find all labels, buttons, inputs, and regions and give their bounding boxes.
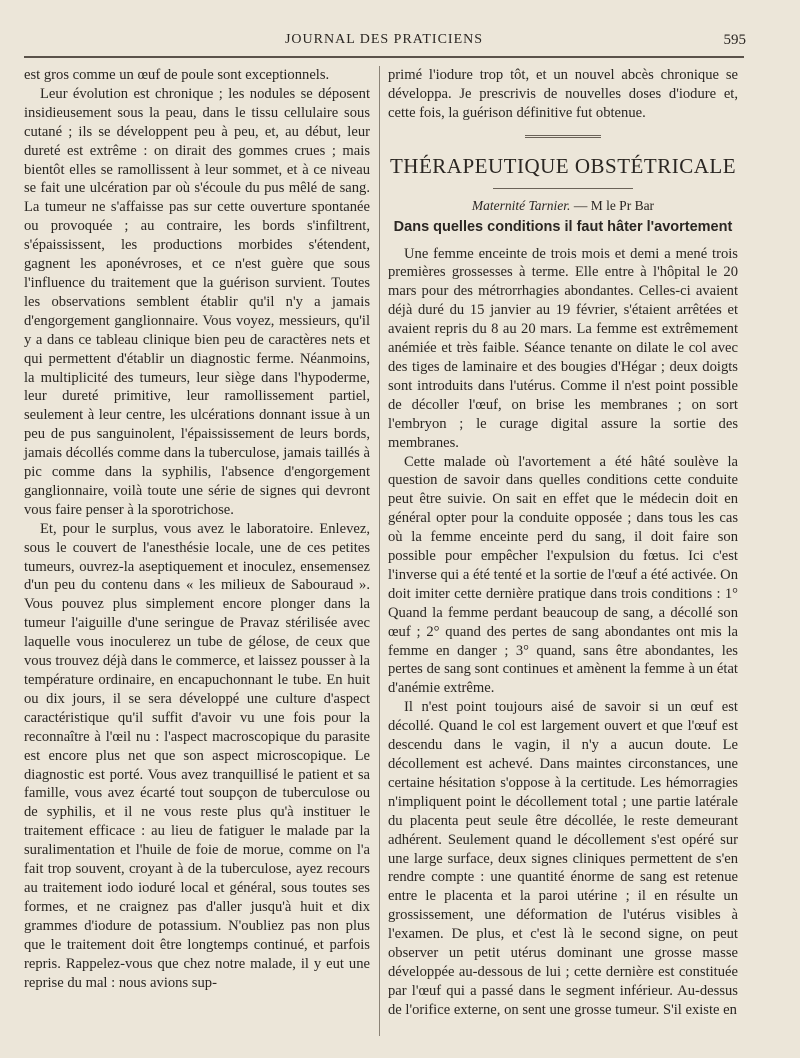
byline-institution: Maternité Tarnier. bbox=[471, 197, 571, 213]
page-number: 595 bbox=[723, 32, 746, 48]
section-title: THÉRAPEUTIQUE OBSTÉTRICALE bbox=[389, 153, 737, 178]
right-column bbox=[388, 66, 738, 1020]
running-head bbox=[22, 30, 746, 50]
paragraph: Une femme enceinte de trois mois et demi a mené trois premières grossesses à terme. Elle entre à l'hôpital le 20 mars pour des métrorrhagies abondantes. Celles-ci avaient déjà duré du 15 janvier au 19 février, s'étaient arrêtées et avaient repris du 8 au 20 mars. La femme est extrêmement anémiée et très faible. Séance tenante on dilate le col avec des tiges de laminaire et des bougies d'Hégar ; deux doigts sont introduits dans l'utérus. Comme il n'est point possible de décoller l'œuf, on brise les membranes ; on sort l'embryon ; le curage digital assure la sortie des membranes. bbox=[388, 245, 738, 451]
continuation-paragraph: primé l'iodure trop tôt, et un nouvel abcès chronique se développa. Je prescrivis de nouvelles doses d'iodure et, cette fois, la guérison définitive fut obtenue. bbox=[388, 67, 738, 121]
section-separator bbox=[525, 135, 601, 140]
paragraph: Et, pour le surplus, vous avez le laboratoire. Enlevez, sous le couvert de l'anesthésie locale, une de ces petites tumeurs, ouvrez-la aseptiquement et inoculez, ensemensez d'un peu du contenu dans « les milieux de Sabouraud ». Vous pouvez plus simplement encore plonger dans la tumeur l'aiguille d'une seringue de Pravaz stérilisée avec laquelle vous inoculerez un tube de gélose, de ceux que vous trouvez déjà dans le commerce, et laissez pousser à la température ordinaire, en encapuchonnant le tube. En huit ou dix jours, il se sera développé une culture d'aspect caractéristique qu'il suffit d'avoir vu une fois pour la reconnaître à l'œil nu : l'aspect macroscopique du parasite est encore plus net que son aspect microscopique. Le diagnostic est porté. Vous avez tranquillisé le patient et sa famille, vous avez écarté tout soupçon de tuberculose ou de syphilis, et il ne vous reste plus qu'à instituer le traitement efficace : au lieu de fatiguer le malade par la suralimentation et l'huile de foie de morue, comme on l'a fait trop souvent, croyant à de la tuberculose, ayez recours au traitement iodo ioduré local et général, sous toutes ses formes, et ne craignez pas d'aller jusqu'à huit et dix grammes d'iodure de potassium. N'oubliez pas non plus que le traitement doit être longtemps continué, et parfois repris. Rappelez-vous que chez notre malade, il y eut une reprise du mal : nous avions sup- bbox=[24, 520, 370, 991]
section-title-rule bbox=[493, 188, 633, 189]
paragraph: Leur évolution est chronique ; les nodules se déposent insidieusement sous la peau, dans le tissu cellulaire sous cutané ; ils se développent peu à peu, et, au début, leur dureté est extrême : on dirait des gommes crues ; mais bientôt elles se ramollissent à leur sommet, et à ce niveau se fait une ulcération par où s'écoule du pus mêlé de sang. La tumeur ne s'affaisse pas sur cette ouverture spontanée ou provoquée ; au contraire, les bords s'infiltrent, s'épaississent, les productions morbides s'étendent, gagnent les aponévroses, et ce n'est guère que sous l'influence du traitement que la guérison survient. Toutes les observations semblent établir qu'il n'y a jamais d'engorgement ganglionnaire. Vous voyez, messieurs, qu'il y a dans ce tableau clinique bien peu de caractères nets et qui permettent d'établir un diagnostic ferme. Néanmoins, la multiplicité des tumeurs, leur siège dans l'hypoderme, leur dureté primitive, leur ramollissement partiel, seulement à leur centre, les ulcérations donnant issue à un peu de pus sanguinolent, l'épaississement de leurs bords, jamais décollés comme dans la tuberculose, jamais taillés à pic comme dans la syphilis, l'absence d'engorgement ganglionnaire, voilà toute une série de signes qui devront vous faire penser à la sporotrichose. bbox=[24, 85, 370, 518]
byline-author: — M le Pr Bar bbox=[573, 197, 655, 213]
running-title: JOURNAL DES PRATICIENS bbox=[284, 32, 484, 47]
byline bbox=[388, 197, 738, 216]
paragraph: Il n'est point toujours aisé de savoir si un œuf est décollé. Quand le col est largement ouvert et que l'œuf est descendu dans le vagin, il n'y a aucun doute. Le décollement est achevé. Dans maintes circonstances, une certaine hésitation s'oppose à la certitude. Les hémorragies n'impliquent point le décollement total ; une partie latérale du placenta peut seule être décollée, le reste demeurant adhérent. Seulement quand le décollement s'est opéré sur une large surface, deux signes cliniques permettent de s'en rendre compte : une quantité énorme de sang est retenue entre le placenta et la paroi utérine ; il en résulte un grossissement, une déformation de l'utérus visibles à l'examen. De plus, et c'est là le second signe, on peut observer un petit utérus dominant une grosse masse développée au-dessous de lui ; cette dernière est constituée par l'œuf qui a passé dans le segment inférieur. Au-dessus de l'orifice externe, on sent une grosse tumeur. S'il existe en bbox=[388, 699, 738, 1018]
header-rule bbox=[24, 56, 744, 58]
article-title: Dans quelles conditions il faut hâter l'avortement bbox=[393, 218, 733, 235]
paragraph: est gros comme un œuf de poule sont exceptionnels. bbox=[24, 67, 330, 83]
column-divider bbox=[379, 66, 380, 1036]
left-column bbox=[24, 66, 370, 992]
paragraph: Cette malade où l'avortement a été hâté soulève la question de savoir dans quelles conditions cette conduite peut être suivie. On sait en effet que le médecin doit en général opter pour la conduite opposée ; dans tous les cas où la femme enceinte perd du sang, il doit faire son possible pour empêcher l'expulsion du fœtus. Ici c'est l'inverse qui a été tenté et la sortie de l'œuf a été activée. On doit imiter cette dernière pratique dans trois conditions : 1° Quand la femme perdant beaucoup de sang, a décollé son œuf ; 2° quand des pertes de sang abondantes ont mis la femme en danger ; 3° quand, sans être abondantes, les pertes de sang sont continues et amènent la femme à un état d'anémie extrême. bbox=[388, 453, 738, 697]
